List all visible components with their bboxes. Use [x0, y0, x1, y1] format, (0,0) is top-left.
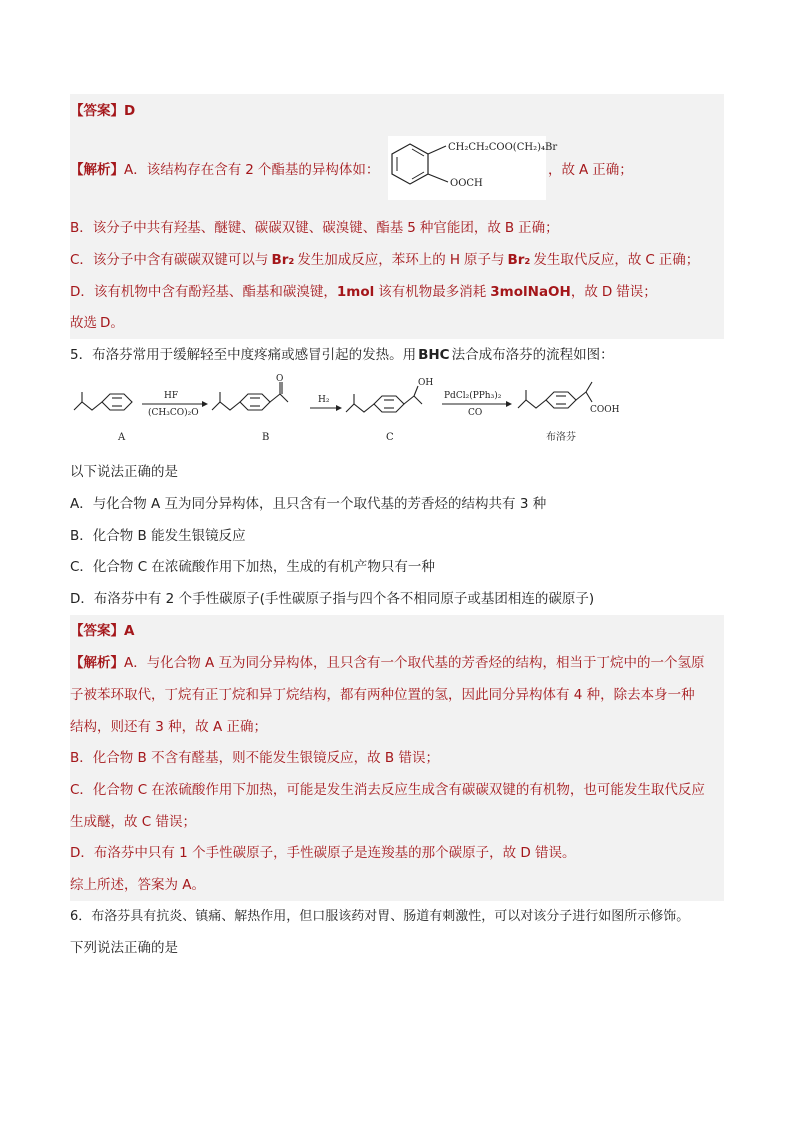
q4-analysis-b: B．该分子中共有羟基、醚键、碳碳双键、碳溴键、酯基 5 种官能团，故 B 正确；: [70, 220, 559, 236]
q5-option-d: D．布洛芬中有 2 个手性碳原子(手性碳原子指与四个各不相同原子或基团相连的碳原子): [70, 591, 595, 607]
q5-analysis-line-4: B．化合物 B 不含有醛基，则不能发生银镜反应，故 B 错误；: [70, 750, 439, 766]
reagent-3-top: PdCl₂(PPh₃)₂: [444, 391, 502, 401]
q5-analysis-line-8: 综上所述，答案为 A。: [70, 877, 206, 893]
label-oh: OH: [418, 378, 434, 388]
q6-stem-line-2: 下列说法正确的是: [70, 940, 178, 956]
reagent-2-top: H₂: [318, 395, 330, 405]
q4-conclusion: 故选 D。: [70, 315, 124, 331]
q5-analysis-line-2: 子被苯环取代，丁烷有正丁烷和异丁烷结构，都有两种位置的氢，因此同分异构体有 4 种，除去本身一种: [70, 687, 695, 703]
label-o: O: [276, 374, 284, 384]
q4-structure-diagram: [388, 136, 558, 200]
arrow-1-head: [202, 401, 208, 407]
compound-a: [74, 392, 132, 410]
q5-reaction-scheme: [70, 370, 650, 448]
reagent-3-bottom: CO: [468, 408, 483, 418]
q5-analysis-line-5: C．化合物 C 在浓硫酸作用下加热，可能是发生消去反应生成含有碳碳双键的有机物，也可能发生取代反应: [70, 782, 705, 798]
reagent-1-top: HF: [164, 391, 179, 401]
q4-analysis-d: D．该有机物中含有酚羟基、酯基和碳溴键，1mol 该有机物最多消耗 3molNaOH，故 D 错误；: [70, 284, 657, 300]
label-c: C: [386, 432, 394, 443]
q5-analysis-line-1: 【解析】A．与化合物 A 互为同分异构体，且只含有一个取代基的芳香烃的结构，相当于丁烷中的一个氢原: [70, 655, 705, 671]
q4-answer: 【答案】D: [70, 103, 136, 119]
q4-analysis-c: C．该分子中含有碳碳双键可以与 Br₂ 发生加成反应，苯环上的 H 原子与 Br₂ 发生取代反应，故 C 正确；: [70, 252, 700, 268]
q5-prompt: 以下说法正确的是: [70, 464, 178, 480]
q5-option-b: B．化合物 B 能发生银镜反应: [70, 528, 246, 544]
q5-option-a: A．与化合物 A 互为同分异构体，且只含有一个取代基的芳香烃的结构共有 3 种: [70, 496, 547, 512]
arrow-3-head: [506, 401, 512, 407]
label-cooh: COOH: [590, 405, 620, 415]
q4-analysis-a-tail: ，故 A 正确；: [548, 162, 633, 178]
q5-analysis-line-6: 生成醚，故 C 错误；: [70, 814, 197, 830]
compound-b: [212, 382, 288, 410]
label-a: A: [118, 432, 126, 443]
q4-analysis-a: 【解析】A．该结构存在含有 2 个酯基的异构体如：: [70, 162, 380, 178]
struct-label-top: CH₂CH₂COO(CH₂)₄Br: [448, 142, 558, 153]
q5-analysis-line-7: D．布洛芬中只有 1 个手性碳原子，手性碳原子是连羧基的那个碳原子，故 D 错误。: [70, 845, 576, 861]
q5-option-c: C．化合物 C 在浓硫酸作用下加热，生成的有机产物只有一种: [70, 559, 435, 575]
label-ibuprofen: 布洛芬: [546, 432, 576, 443]
arrow-2-head: [336, 405, 342, 411]
struct-label-bottom: OOCH: [450, 178, 483, 189]
label-b: B: [262, 432, 270, 443]
compound-ibuprofen: [518, 382, 592, 408]
compound-c: [346, 386, 422, 412]
q5-answer: 【答案】A: [70, 623, 135, 639]
q6-stem-line-1: 6．布洛芬具有抗炎、镇痛、解热作用，但口服该药对胃、肠道有刺激性，可以对该分子进行如图所示修饰。: [70, 909, 690, 924]
q5-analysis-line-3: 结构，则还有 3 种，故 A 正确；: [70, 719, 267, 735]
q5-stem: 5．布洛芬常用于缓解轻至中度疼痛或感冒引起的发热。用 BHC 法合成布洛芬的流程如图：: [70, 347, 614, 363]
q4-answer-block: [70, 94, 724, 339]
reagent-1-bottom: (CH₃CO)₂O: [148, 408, 199, 418]
